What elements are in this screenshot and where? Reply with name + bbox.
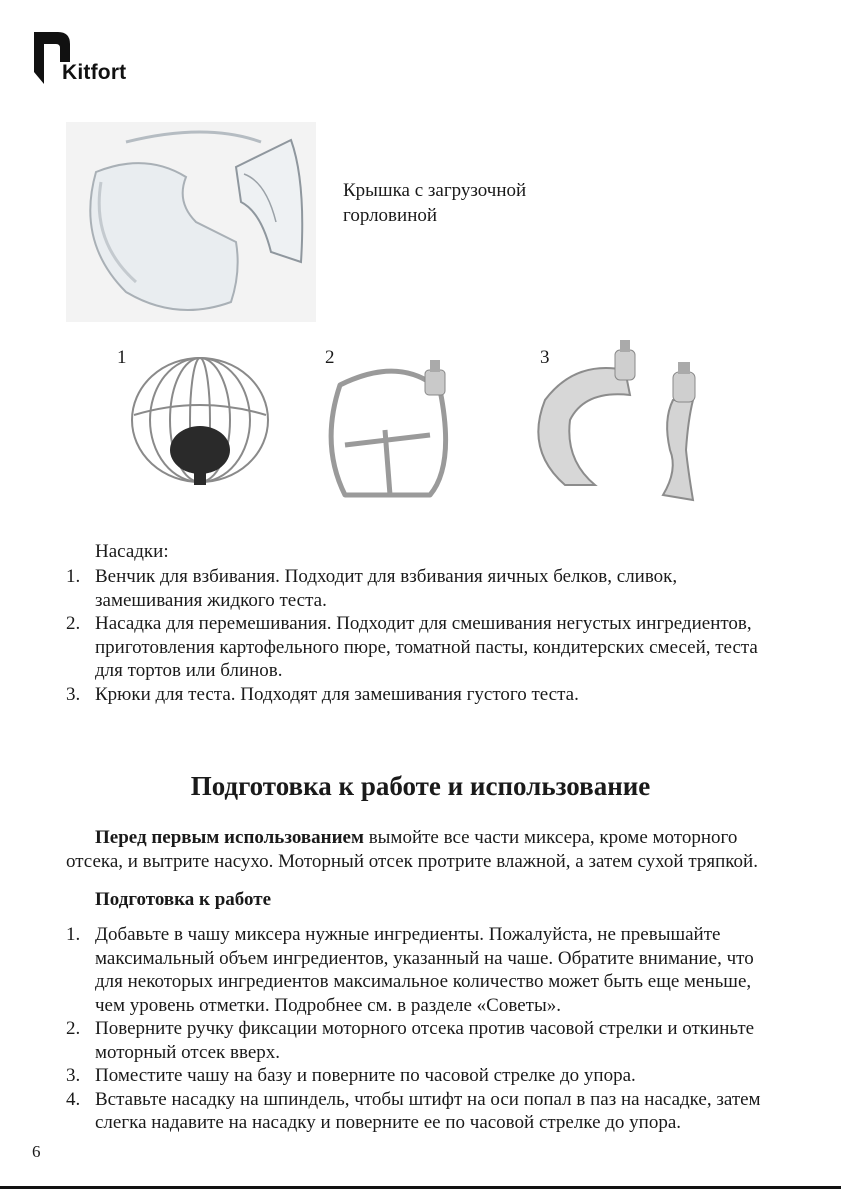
intro-bold: Перед первым использованием xyxy=(95,827,364,848)
intro-paragraph xyxy=(66,826,784,874)
list-item: 1. Венчик для взбивания. Подходит для взбивания яичных белков, сливок, замешивания жидкого теста. xyxy=(66,566,678,611)
list-item: 3. Поместите чашу на базу и поверните по часовой стрелке до упора. xyxy=(66,1065,636,1086)
list-item: 3. Крюки для теста. Подходят для замешивания густого теста. xyxy=(66,683,579,705)
attachment-3-number: 3 xyxy=(540,347,550,368)
kitfort-logo xyxy=(32,32,142,87)
prep-heading: Подготовка к работе xyxy=(95,889,272,910)
attachment-1-number: 1 xyxy=(117,347,127,368)
lid-photo xyxy=(66,122,316,322)
list-item: 2. Поверните ручку фиксации моторного отсека против часовой стрелки и откиньте моторный отсек вверх. xyxy=(66,1018,755,1063)
section-title: Подготовка к работе и использование xyxy=(190,771,651,801)
kitfort-logo-text: Kitfort xyxy=(62,61,127,84)
attachments-list xyxy=(66,565,784,706)
dough-hook-side-photo xyxy=(648,360,718,505)
flat-beater-photo xyxy=(310,355,485,515)
whisk-photo xyxy=(118,345,283,500)
list-item: 1. Добавьте в чашу миксера нужные ингредиенты. Пожалуйста, не превышайте максимальный объем ингредиентов, указанный на чаше. Обратите внимание, что для некоторых ингредиентов максимальное количество может быть еще меньше, чем уровень отметки. Подробнее см. в разделе «Советы». xyxy=(66,924,754,1016)
page-number: 6 xyxy=(32,1142,41,1161)
list-item: 2. Насадка для перемешивания. Подходит для смешивания негустых ингредиентов, приготовления картофельного пюре, томатной пасты, кондитерских смесей, теста для тортов или блинов. xyxy=(66,613,758,681)
attachment-2-number: 2 xyxy=(325,347,335,368)
intro-text: вымойте все части миксера, кроме моторного отсека, и вытрите насухо. Моторный отсек протрите влажной, а затем сухой тряпкой. xyxy=(66,827,758,872)
dough-hook-photo xyxy=(515,340,665,500)
attachments-heading: Насадки: xyxy=(95,541,169,562)
list-item: 4. Вставьте насадку на шпиндель, чтобы штифт на оси попал в паз на насадке, затем слегка надавите на насадку и поверните ее по часовой стрелке до упора. xyxy=(66,1088,761,1133)
prep-steps-list xyxy=(66,923,784,1135)
lid-caption: Крышка с загрузочной горловиной xyxy=(343,180,527,226)
